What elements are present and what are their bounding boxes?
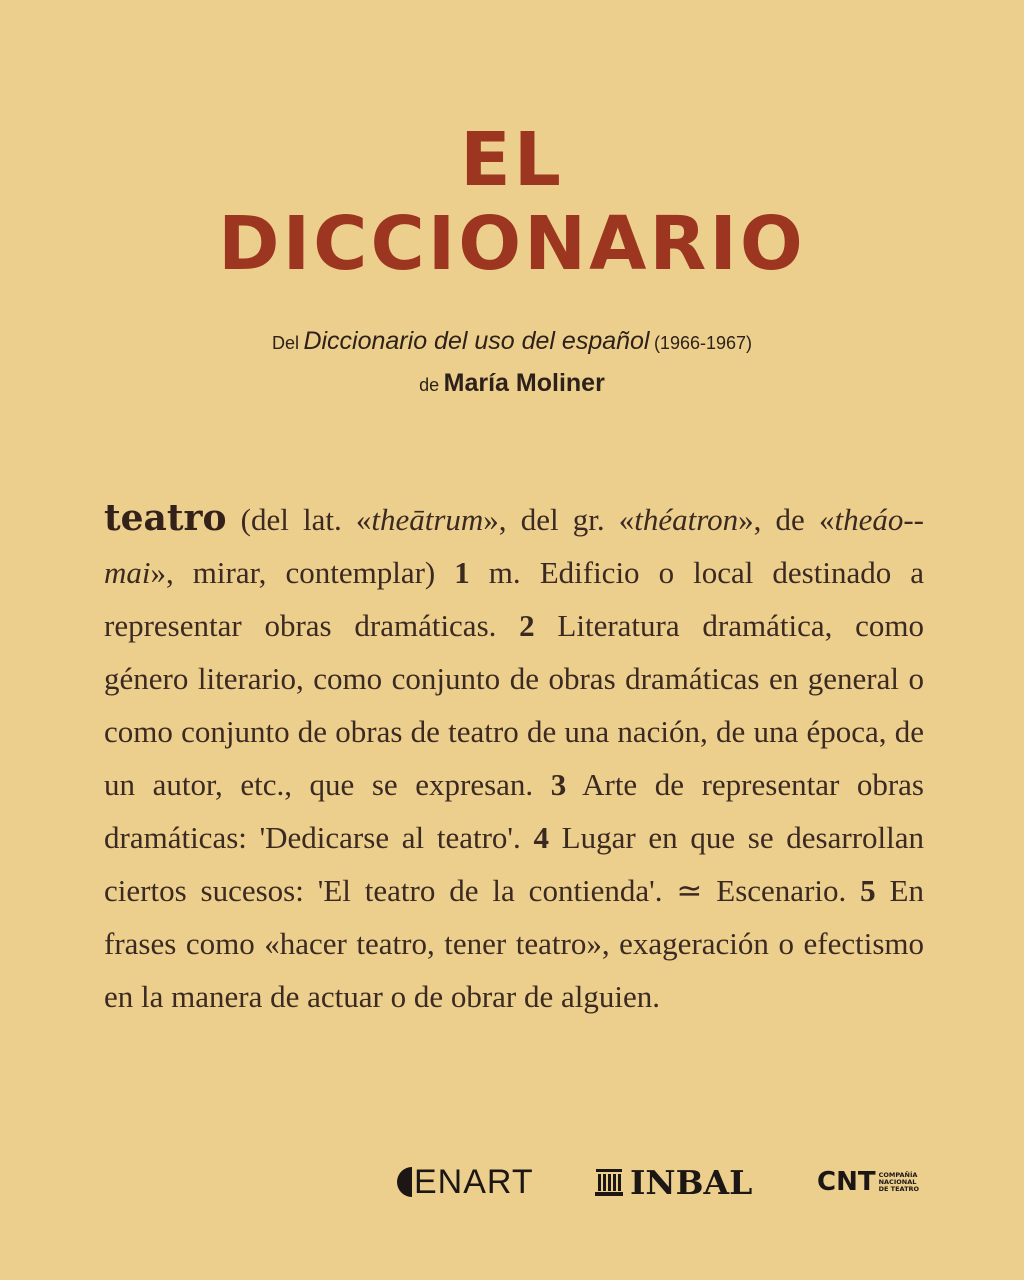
entry-headword: teatro (104, 497, 227, 539)
etymology-greek: théatron (634, 502, 739, 537)
etymology-greek-verb: theáo-mai (104, 502, 924, 590)
sense-definition: Arte de representar obras dramáticas: 'Dedicarse al teatro'. (104, 767, 924, 855)
subtitle-line-1 (0, 322, 1024, 364)
cenart-logo-text: ENART (414, 1162, 534, 1201)
etymology-text: », mirar, contemplar) (150, 555, 455, 590)
sense-definition: En frases como «hacer teatro, tener teatro», exageración o efectismo en la manera de actuar o de obrar de alguien. (104, 873, 924, 1014)
cnt-caption-line: DE TEATRO (878, 1184, 920, 1193)
dictionary-entry (104, 492, 924, 1023)
author-prefix: de (419, 375, 440, 395)
dictionary-years: (1966-1967) (653, 333, 753, 353)
subtitle-line-2 (0, 364, 1024, 406)
sense-number: 3 (550, 767, 567, 802)
sense-definition: Lugar en que se desarrollan ciertos sucesos: 'El teatro de la contienda'. ≃ Escenario. (104, 820, 924, 908)
subtitle (0, 322, 1024, 406)
sense-number: 2 (519, 608, 535, 643)
sponsor-logos (0, 1160, 1024, 1204)
page-title (0, 118, 1024, 286)
cnt-logo (817, 1160, 929, 1204)
etymology-text: (del lat. « (226, 502, 372, 537)
inbal-logo-text: INBAL (630, 1162, 753, 1202)
palace-building-icon (594, 1167, 624, 1197)
cnt-logo-text: CNT (817, 1167, 876, 1197)
cnt-logo-caption (879, 1172, 929, 1193)
sense-number: 1 (454, 555, 470, 590)
inbal-logo (594, 1160, 752, 1204)
sense-definition: m. Edificio o local destinado a representar obras dramáticas. (104, 555, 925, 643)
etymology-text: », de « (738, 502, 835, 537)
etymology-latin: theātrum (371, 502, 484, 537)
author-name: María Moliner (443, 369, 605, 397)
cnt-caption-line: COMPAÑÍA (878, 1170, 918, 1179)
dictionary-work-title: Diccionario del uso del español (303, 327, 650, 355)
subtitle-prefix: Del (271, 333, 299, 353)
cnt-caption-line: NACIONAL (878, 1177, 917, 1186)
sense-definition: Literatura dramática, como género literario, como conjunto de obras dramáticas en general o como conjunto de obras de teatro de una nación, de una época, de un autor, etc., que se expresan. (104, 608, 924, 802)
title-line-1: EL (460, 117, 564, 203)
sense-number: 5 (860, 873, 876, 908)
title-line-2: DICCIONARIO (218, 201, 806, 287)
sense-number: 4 (533, 820, 549, 855)
cenart-half-circle-icon (392, 1167, 414, 1197)
cenart-logo (392, 1160, 534, 1204)
etymology-text: », del gr. « (483, 502, 635, 537)
